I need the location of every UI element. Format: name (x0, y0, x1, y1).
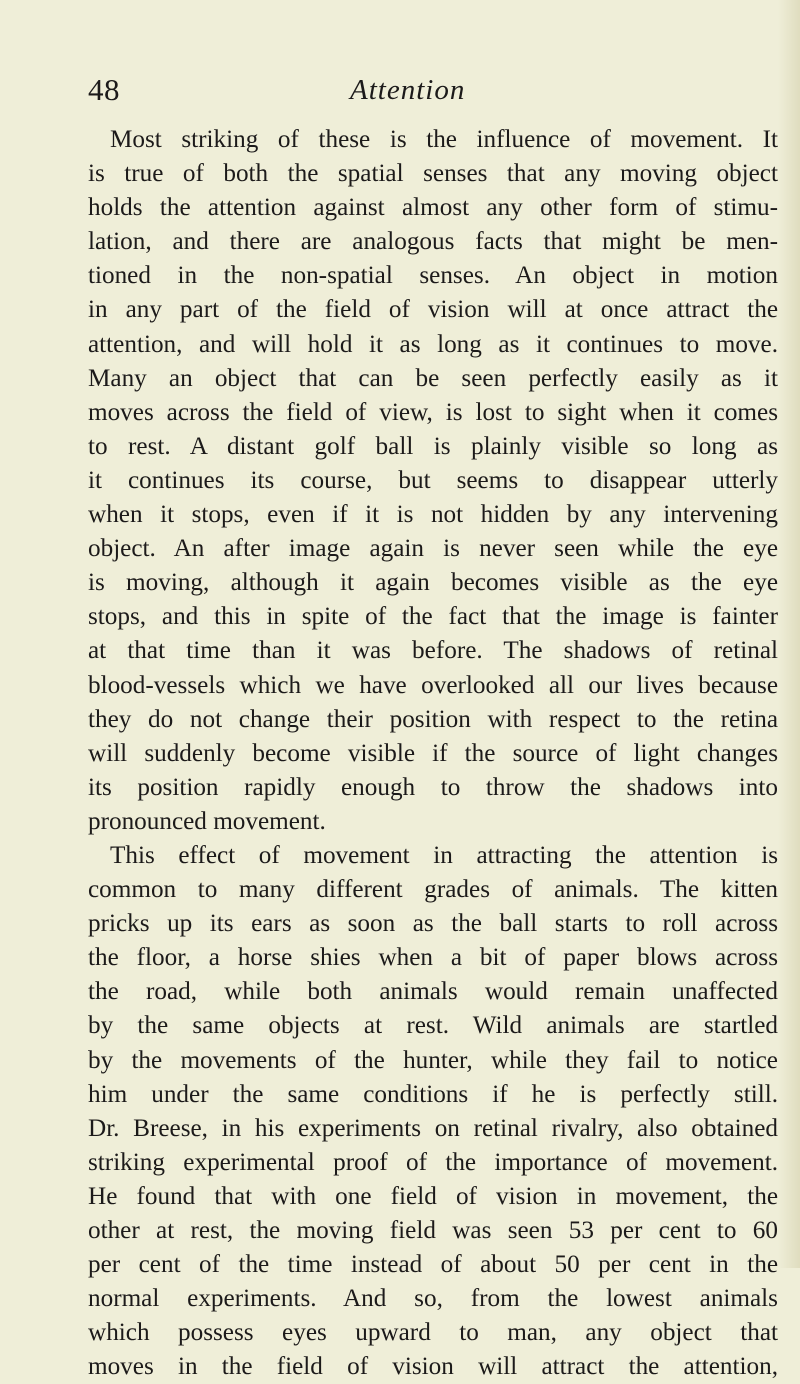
text-line: pronounced movement. (88, 807, 326, 835)
page-number: 48 (88, 72, 120, 107)
text-line: attention, and will hold it as long as it continues to move. (88, 330, 778, 358)
text-line: at that time than it was before. The shadows of retinal (88, 637, 778, 665)
text-line: pricks up its ears as soon as the ball starts to roll across (88, 910, 778, 938)
text-line: stops, and this in spite of the fact that the image is fainter (88, 603, 778, 631)
text-line: blood-vessels which we have overlooked all our lives because (88, 671, 778, 699)
text-line: striking experimental proof of the importance of movement. (88, 1148, 778, 1176)
text-line: tioned in the non-spatial senses. An object in motion (88, 262, 778, 290)
page-edge-shadow (778, 0, 800, 1268)
text-line: lation, and there are analogous facts that might be men- (88, 228, 778, 256)
text-line: by the same objects at rest. Wild animals are startled (88, 1012, 778, 1040)
text-line: normal experiments. And so, from the lowest animals (88, 1285, 778, 1313)
text-line: the floor, a horse shies when a bit of paper blows across (88, 944, 778, 972)
text-line: him under the same conditions if he is perfectly still. (88, 1080, 778, 1108)
text-line: object. An after image again is never seen while the eye (88, 535, 778, 563)
text-line: This effect of movement in attracting the attention is (110, 841, 778, 869)
running-title: Attention (350, 74, 466, 106)
text-line: Most striking of these is the influence of movement. It (110, 126, 778, 153)
text-line: will suddenly become visible if the source of light changes (88, 739, 778, 767)
text-line: moves across the field of view, is lost to sight when it comes (88, 398, 778, 426)
text-line: the road, while both animals would remain unaffected (88, 978, 778, 1006)
text-line: Dr. Breese, in his experiments on retinal rivalry, also obtained (88, 1114, 778, 1142)
page-header (88, 70, 778, 120)
text-line: it continues its course, but seems to disappear utterly (88, 466, 778, 494)
text-line: He found that with one field of vision in movement, the (88, 1182, 778, 1210)
text-line: moves in the field of vision will attract the attention, (88, 1353, 778, 1381)
text-line: is true of both the spatial senses that any moving object (88, 160, 778, 188)
text-line: Many an object that can be seen perfectly easily as it (88, 364, 778, 392)
text-line: they do not change their position with respect to the retina (88, 705, 778, 733)
text-line: to rest. A distant golf ball is plainly visible so long as (88, 432, 778, 460)
text-line: holds the attention against almost any other form of stimu- (88, 194, 778, 222)
text-line: its position rapidly enough to throw the shadows into (88, 773, 778, 801)
text-line: per cent of the time instead of about 50 per cent in the (88, 1251, 778, 1279)
text-line: when it stops, even if it is not hidden by any intervening (88, 501, 778, 529)
text-line: which possess eyes upward to man, any object that (88, 1319, 778, 1347)
text-line: common to many different grades of animals. The kitten (88, 876, 778, 904)
text-line: by the movements of the hunter, while they fail to notice (88, 1046, 778, 1074)
text-line: other at rest, the moving field was seen 53 per cent to 60 (88, 1217, 778, 1244)
body-text (88, 123, 778, 1384)
text-line: in any part of the field of vision will at once attract the (88, 296, 778, 324)
text-line: is moving, although it again becomes visible as the eye (88, 569, 778, 597)
